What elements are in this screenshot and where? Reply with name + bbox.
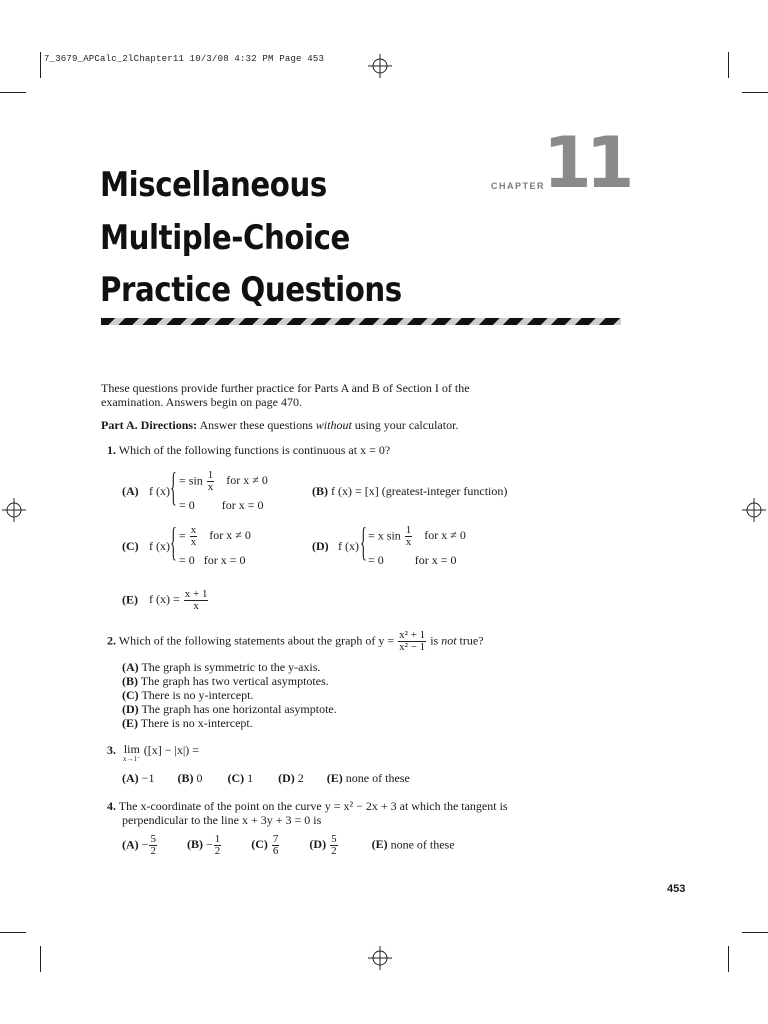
crop-mark-br-v: [728, 946, 729, 972]
question-1: [107, 443, 390, 457]
crop-mark-tl-v: [40, 52, 41, 78]
list-item: [122, 674, 337, 688]
piecewise-row: [179, 525, 251, 548]
registration-mark-left-icon: [2, 498, 26, 522]
question-3: [107, 743, 199, 763]
numerator: 5: [331, 833, 337, 845]
part-a-text-end: using your calculator.: [351, 418, 459, 432]
question-4-options: [122, 834, 455, 857]
registration-mark-bottom-icon: [368, 946, 392, 970]
question-number: 1.: [107, 443, 116, 457]
crop-mark-tr-v: [728, 52, 729, 78]
list-item: [122, 688, 337, 702]
limit-label: lim: [123, 742, 140, 756]
question-2: [107, 630, 484, 653]
option-label: (B): [312, 484, 328, 498]
crop-mark-bl-v: [40, 946, 41, 972]
option-label: (A): [122, 660, 139, 674]
question-4: [107, 799, 508, 813]
chapter-title-line-3: Practice Questions: [100, 270, 402, 310]
fraction: [330, 834, 338, 857]
question-3-options: [122, 771, 410, 785]
numerator: x + 1: [184, 588, 208, 600]
option-label: (A): [122, 771, 139, 785]
chapter-number: 11: [543, 122, 629, 204]
brace-icon: {: [170, 519, 177, 564]
registration-mark-top-icon: [368, 54, 392, 78]
question-stem: Which of the following functions is continuous at x = 0?: [118, 443, 391, 457]
fraction: [207, 470, 215, 493]
list-item: [122, 702, 337, 716]
function-name: f (x): [338, 539, 359, 553]
denominator: x: [207, 481, 214, 493]
numerator: 5: [150, 833, 156, 845]
intro-line-1: These questions provide further practice for Parts A and B of Section I of the: [101, 381, 470, 395]
numerator: x: [190, 524, 197, 536]
denominator: 2: [150, 845, 156, 857]
chapter-title-line-1: Miscellaneous: [100, 165, 327, 205]
option-label: (C): [227, 771, 245, 785]
option-label: (E): [122, 716, 138, 730]
part-a-label: Part A. Directions:: [101, 418, 198, 432]
option-label: (E): [122, 592, 138, 607]
numerator: x² + 1: [399, 629, 426, 641]
option-text: The graph has one horizontal asymptote.: [141, 702, 337, 716]
function-name: f (x): [149, 539, 170, 553]
option-label: (E): [371, 837, 388, 852]
piece-condition: for x = 0: [414, 553, 457, 567]
list-item: [122, 716, 337, 730]
fraction: [190, 525, 198, 548]
denominator: x: [405, 536, 412, 548]
fraction: [184, 589, 209, 612]
option-text: 0: [196, 771, 203, 785]
piece-expr: = x sin: [368, 528, 401, 543]
piece-expr: = 0: [179, 498, 195, 512]
crop-mark-br-h: [742, 932, 768, 933]
option-text: −1: [141, 771, 155, 785]
option-label: (D): [309, 837, 327, 852]
denominator: 6: [272, 845, 279, 857]
question-4-line-2: perpendicular to the line x + 3y + 3 = 0 is: [122, 813, 322, 827]
fraction: [405, 525, 413, 548]
option-label: (C): [122, 539, 139, 553]
option-text: There is no x-intercept.: [140, 716, 253, 730]
option-text: 1: [247, 771, 254, 785]
piece-expr: =: [179, 528, 186, 543]
numerator: 1: [214, 833, 221, 845]
fraction: [214, 834, 222, 857]
fraction: [272, 834, 280, 857]
function-name: f (x) =: [149, 592, 180, 607]
question-emphasis: not: [441, 633, 457, 648]
brace-icon: {: [360, 519, 367, 564]
option-label: (D): [278, 771, 295, 785]
question-stem: The x-coordinate of the point on the curve y = x² − 2x + 3 at which the tangent is: [118, 799, 508, 813]
option-text: The graph has two vertical asymptotes.: [140, 674, 329, 688]
limit-expression: ([x] − |x|) =: [143, 743, 200, 757]
denominator: 2: [331, 845, 337, 857]
piecewise-row: [368, 525, 466, 548]
option-label: (C): [122, 688, 139, 702]
numerator: 7: [272, 833, 279, 845]
registration-mark-right-icon: [742, 498, 766, 522]
question-number: 3.: [107, 743, 116, 757]
chapter-title-line-2: Multiple-Choice: [100, 218, 350, 258]
crop-mark-bl-h: [0, 932, 26, 933]
piece-condition: for x = 0: [221, 498, 264, 512]
piece-condition: for x = 0: [203, 553, 246, 567]
list-item: [122, 660, 337, 674]
piece-expr: = sin: [179, 473, 203, 488]
option-sign: −: [141, 837, 149, 852]
question-number: 4.: [107, 799, 116, 813]
denominator: x: [190, 536, 197, 548]
question-stem-end: true?: [456, 633, 484, 648]
chapter-label: CHAPTER: [491, 181, 546, 191]
option-text: none of these: [345, 771, 410, 785]
piece-condition: for x ≠ 0: [209, 528, 251, 543]
option-text: There is no y-intercept.: [141, 688, 254, 702]
option-text: The graph is symmetric to the y-axis.: [141, 660, 321, 674]
option-label: (B): [186, 837, 203, 852]
option-label: (A): [122, 484, 139, 498]
option-label: (D): [122, 702, 139, 716]
piece-condition: for x ≠ 0: [226, 473, 268, 488]
part-a-text: Answer these questions: [199, 418, 316, 432]
option-label: (B): [122, 674, 138, 688]
piecewise-row: [179, 498, 264, 512]
option-label: (A): [122, 837, 139, 852]
option-label: (E): [326, 771, 343, 785]
decorative-stripe-divider: [101, 318, 621, 325]
option-text: 2: [297, 771, 304, 785]
limit-operator: [123, 743, 141, 763]
fraction: [149, 834, 157, 857]
fraction: [398, 630, 426, 653]
limit-subscript: x→1⁻: [123, 755, 141, 763]
option-e: [122, 589, 209, 612]
piece-expr: = 0: [179, 553, 195, 567]
denominator: x: [193, 600, 199, 612]
crop-mark-tl-h: [0, 92, 26, 93]
piece-expr: = 0: [368, 553, 384, 567]
brace-icon: {: [170, 464, 177, 509]
function-name: f (x): [149, 484, 170, 498]
denominator: x² − 1: [399, 641, 426, 653]
option-text: f (x) = [x] (greatest-integer function): [331, 484, 508, 498]
printer-slug: 7_3679_APCalc_2lChapter11 10/3/08 4:32 PM Page 453: [44, 54, 325, 64]
option-label: (B): [177, 771, 194, 785]
crop-mark-tr-h: [742, 92, 768, 93]
piecewise-row: [179, 553, 246, 567]
piecewise-row: [179, 470, 268, 493]
option-sign: −: [205, 837, 213, 852]
option-text: none of these: [390, 837, 455, 852]
question-stem: Which of the following statements about the graph of y =: [118, 633, 395, 648]
piecewise-row: [368, 553, 457, 567]
question-stem-cont: is: [427, 633, 442, 648]
piece-condition: for x ≠ 0: [424, 528, 466, 543]
part-a-emphasis: without: [315, 418, 352, 432]
option-label: (D): [312, 539, 329, 553]
numerator: 1: [405, 524, 412, 536]
numerator: 1: [207, 469, 214, 481]
option-b: [312, 484, 507, 498]
question-number: 2.: [107, 633, 116, 648]
option-label: (C): [251, 837, 268, 852]
intro-line-2: examination. Answers begin on page 470.: [101, 395, 302, 409]
page-number: 453: [667, 883, 686, 895]
question-2-options: [122, 660, 337, 730]
denominator: 2: [214, 845, 221, 857]
part-a-directions: [101, 418, 458, 432]
